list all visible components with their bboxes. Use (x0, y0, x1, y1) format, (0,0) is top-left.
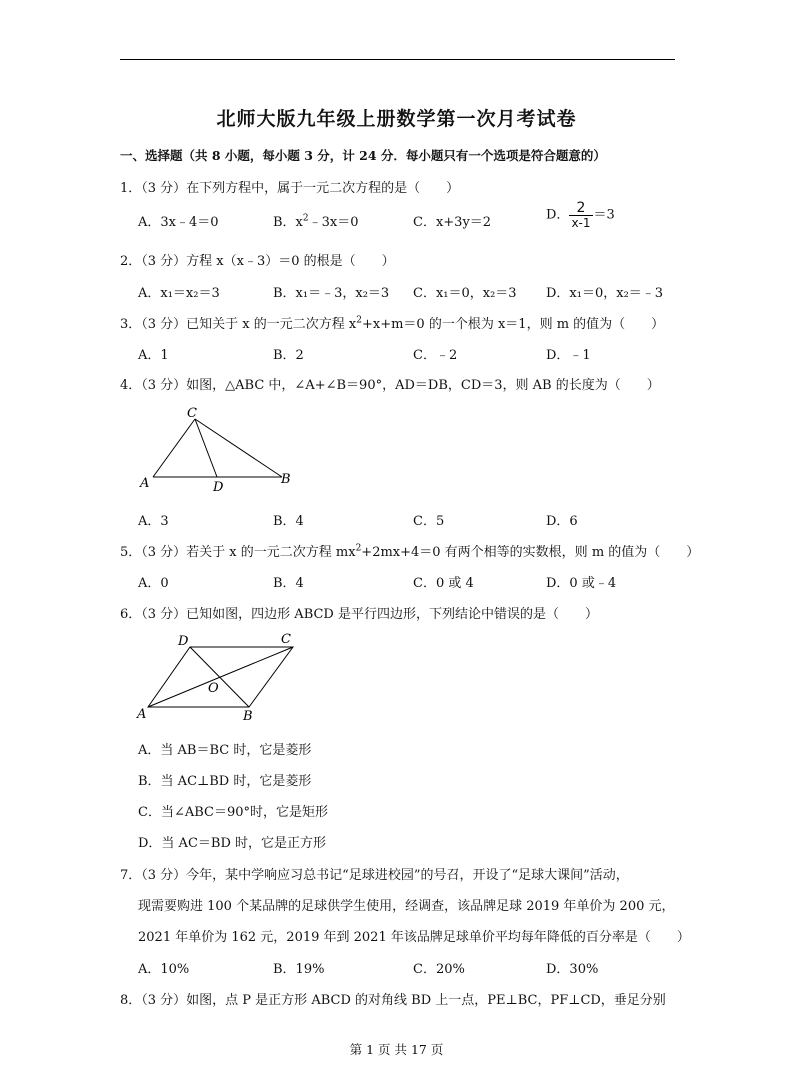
q6-option-a: A．当 AB＝BC 时，它是菱形 (138, 743, 312, 758)
section-heading: 一、选择题（共 8 小题，每小题 3 分，计 24 分．每小题只有一个选项是符合题意的） (120, 148, 606, 163)
triangle-figure (135, 405, 305, 495)
q1-option-a: A．3x﹣4＝0 (138, 215, 219, 230)
q3-option-d: D．﹣1 (546, 348, 591, 363)
q6-option-b: B．当 AC⊥BD 时，它是菱形 (138, 774, 312, 789)
q3-option-b: B．2 (273, 348, 304, 363)
label-o: O (208, 681, 219, 696)
label-c: C (281, 632, 291, 647)
side-ac (153, 419, 195, 477)
question-4: 4．（3 分）如图，△ABC 中，∠A+∠B＝90°，AD＝DB，CD＝3，则 AB 的长度为（ ） (120, 378, 660, 393)
q7-option-c: C．20% (413, 962, 465, 977)
question-5: 5．（3 分）若关于 x 的一元二次方程 $mx^2+2mx+4=0$ 有两个相等的实数根，则 m 的值为（ ） (120, 543, 700, 560)
label-c: C (187, 406, 197, 421)
q3-option-c: C．﹣2 (413, 348, 458, 363)
q7-option-d: D．30% (546, 962, 599, 977)
q7-option-a: A．10% (138, 962, 190, 977)
q4-option-c: C．5 (413, 514, 445, 529)
fraction: $\frac{2}{x-1}$ (571, 200, 591, 230)
header-rule (120, 59, 675, 60)
question-3: 3．（3 分）已知关于 x 的一元二次方程 $x^2+x+m=0$ 的一个根为 x＝1，则 m 的值为（ ） (120, 315, 665, 332)
question-7-line-3: 2021 年单价为 162 元，2019 年到 2021 年该品牌足球单价平均每年降低的百分率是（ ） (138, 930, 690, 945)
label-b: B (281, 472, 291, 487)
label-a: A (140, 476, 150, 491)
q1-option-d: D． $\frac{2}{x-1}$ ＝3 (546, 200, 615, 230)
page-title: 北师大版九年级上册数学第一次月考试卷 (216, 108, 577, 130)
q2-option-a: A．x₁＝x₂＝3 (138, 286, 220, 301)
q1-option-b: B．$x^2﹣3x=0$ (273, 213, 359, 230)
q2-option-d: D．x₁＝0，x₂＝﹣3 (546, 286, 664, 301)
segment-cd (195, 419, 217, 477)
q5-option-a: A．0 (138, 576, 169, 591)
label-a: A (137, 707, 147, 722)
q5-option-d: D．0 或﹣4 (546, 576, 617, 591)
q3-option-a: A．1 (138, 348, 169, 363)
q2-option-c: C．x₁＝0，x₂＝3 (413, 286, 517, 301)
q6-option-c: C．当∠ABC＝90°时，它是矩形 (138, 805, 329, 820)
q2-option-b: B．x₁＝﹣3，x₂＝3 (273, 286, 390, 301)
question-1: 1．（3 分）在下列方程中，属于一元二次方程的是（ ） (120, 181, 460, 196)
question-7-line-1: 7．（3 分）今年，某中学响应习总书记“足球进校园”的号召，开设了“足球大课间”活动， (120, 868, 629, 883)
label-d: D (178, 634, 189, 649)
question-7-line-2: 现需要购进 100 个某品牌的足球供学生使用，经调查，该品牌足球 2019 年单价为 200 元， (138, 899, 675, 914)
question-8: 8．（3 分）如图，点 P 是正方形 ABCD 的对角线 BD 上一点，PE⊥BC，PF⊥CD，垂足分别 (120, 993, 666, 1008)
q4-option-b: B．4 (273, 514, 304, 529)
q4-option-a: A．3 (138, 514, 169, 529)
page-footer: 第 1 页 共 17 页 (349, 1042, 444, 1057)
q6-option-d: D．当 AC＝BD 时，它是正方形 (138, 836, 326, 851)
label-d: D (213, 480, 224, 495)
q5-option-b: B．4 (273, 576, 304, 591)
parallelogram-figure (135, 630, 305, 725)
side-cb (195, 419, 282, 477)
q1-option-c: C．x+3y＝2 (413, 215, 492, 230)
q4-option-d: D．6 (546, 514, 578, 529)
diagonal-bd (190, 647, 249, 707)
question-2: 2．（3 分）方程 x（x﹣3）＝0 的根是（ ） (120, 254, 395, 269)
q7-option-b: B．19% (273, 962, 325, 977)
question-6: 6．（3 分）已知如图，四边形 ABCD 是平行四边形，下列结论中错误的是（ ） (120, 607, 598, 622)
q5-option-c: C．0 或 4 (413, 576, 474, 591)
label-b: B (243, 709, 253, 724)
